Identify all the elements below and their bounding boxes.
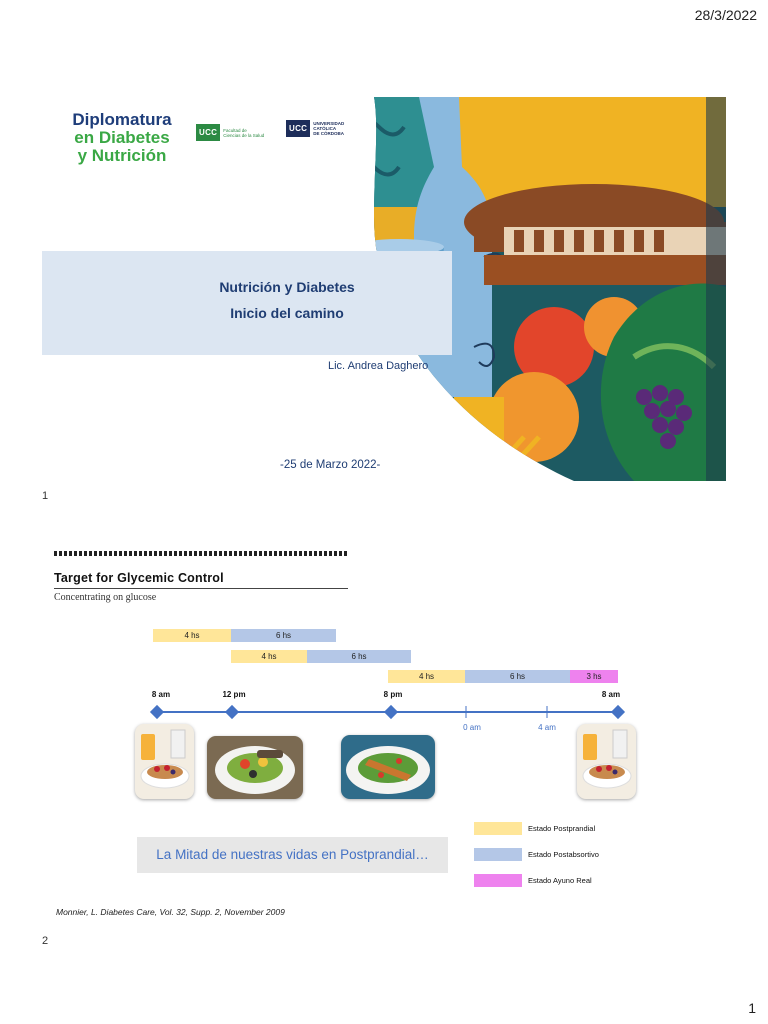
time-label: 8 am [601, 690, 621, 699]
article-kicker-strip [54, 551, 348, 556]
slide-1 [42, 97, 726, 481]
time-label: 8 am [151, 690, 171, 699]
legend-item [474, 874, 599, 887]
breakfast-image [135, 724, 194, 799]
faculty-logo [196, 124, 264, 141]
logo-line-3: y Nutrición [77, 146, 167, 165]
summary-callout: La Mitad de nuestras vidas en Postprandial… [137, 837, 448, 873]
legend-label: Estado Postabsortivo [528, 850, 599, 859]
time-label: 12 pm [222, 690, 246, 699]
legend [474, 822, 599, 887]
logo-line-1: Diplomatura [72, 110, 172, 129]
presentation-date: -25 de Marzo 2022- [280, 459, 381, 471]
legend-item [474, 848, 599, 861]
duration-bar-postabsortivo: 6 hs [307, 650, 411, 663]
faculty-text-1: Facultad de [223, 127, 247, 133]
tick-label: 4 am [538, 723, 556, 732]
slide-title-line-2: Inicio del camino [230, 305, 344, 321]
timeline-marker [150, 705, 164, 719]
timeline-marker [611, 705, 625, 719]
page-number: 1 [748, 1000, 756, 1016]
duration-bar-postabsortivo: 6 hs [231, 629, 336, 642]
university-text-3: DE CÓRDOBA [313, 131, 344, 136]
timeline-marker [225, 705, 239, 719]
legend-label: Estado Ayuno Real [528, 876, 592, 885]
article-rule [54, 588, 348, 589]
slide-number-1: 1 [42, 490, 49, 502]
article-title: Target for Glycemic Control [54, 571, 224, 585]
legend-item [474, 822, 599, 835]
legend-swatch [474, 848, 522, 861]
ucc-badge-green: UCC [196, 124, 220, 141]
university-text-1: UNIVERSIDAD [313, 121, 345, 126]
faculty-text-2: Ciencias de la Salud [223, 132, 265, 138]
university-text-2: CATÓLICA [313, 126, 337, 131]
timeline-marker [384, 705, 398, 719]
ucc-badge-navy: UCC [286, 120, 310, 137]
duration-bar-postprandial: 4 hs [153, 629, 231, 642]
tick-label: 0 am [463, 723, 481, 732]
duration-bar-ayuno: 3 hs [570, 670, 618, 683]
slide-title-line-1: Nutrición y Diabetes [219, 279, 355, 295]
logo-line-2: en Diabetes [74, 128, 170, 147]
author-name: Lic. Andrea Daghero [328, 360, 429, 372]
timeline-axis [148, 702, 628, 722]
dinner-image [341, 735, 435, 799]
legend-swatch [474, 822, 522, 835]
legend-label: Estado Postprandial [528, 824, 596, 833]
faculty-text [223, 128, 264, 138]
slide-number-2: 2 [42, 935, 49, 947]
diplomatura-logo [64, 111, 180, 165]
title-band [42, 251, 452, 355]
time-label: 8 pm [383, 690, 403, 699]
duration-bar-postprandial: 4 hs [388, 670, 465, 683]
breakfast-image [577, 724, 636, 799]
lunch-image [207, 736, 303, 799]
duration-bar-postabsortivo: 6 hs [465, 670, 570, 683]
article-subtitle: Concentrating on glucose [54, 592, 157, 603]
duration-bar-postprandial: 4 hs [231, 650, 307, 663]
citation: Monnier, L. Diabetes Care, Vol. 32, Supp. 2, November 2009 [56, 907, 285, 917]
legend-swatch [474, 874, 522, 887]
print-date: 28/3/2022 [694, 7, 757, 23]
